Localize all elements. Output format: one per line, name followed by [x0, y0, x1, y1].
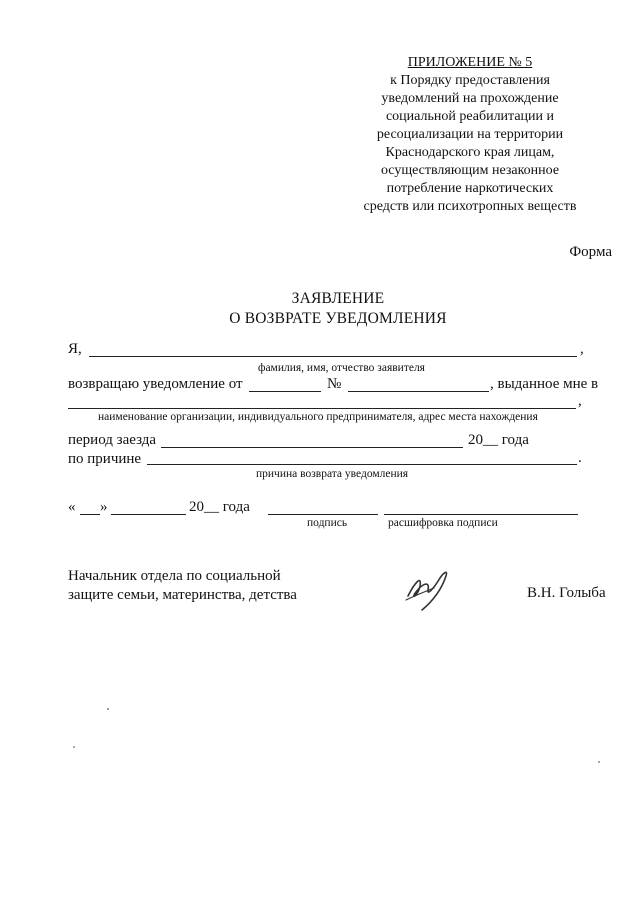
month-field[interactable]	[111, 514, 186, 515]
reason-label: по причине	[68, 451, 142, 467]
year-label: 20__ года	[468, 432, 529, 448]
position-line-1: Начальник отдела по социальной	[68, 568, 281, 584]
issued-label: , выданное мне в	[490, 376, 599, 392]
appendix-line: осуществляющим незаконное	[380, 163, 560, 178]
reason-field[interactable]	[147, 464, 577, 465]
appendix-line: средств или психотропных веществ	[363, 199, 577, 214]
organization-caption: наименование организации, индивидуального предпринимателя, адрес места нахождения	[98, 411, 538, 423]
appendix-line: социальной реабилитации и	[385, 109, 555, 124]
number-sign: №	[327, 376, 342, 392]
quote-open: «	[68, 499, 76, 515]
decode-caption: расшифровка подписи	[388, 517, 498, 529]
scan-speck	[73, 746, 75, 748]
scan-speck	[107, 708, 109, 710]
signature-caption: подпись	[307, 517, 348, 529]
ya-label: Я,	[68, 341, 82, 357]
day-field[interactable]	[80, 514, 100, 515]
period-mark: .	[578, 450, 582, 466]
appendix-line: к Порядку предоставления	[390, 73, 550, 88]
period-label: период заезда	[68, 432, 157, 448]
signer-name: В.Н. Голыба	[527, 585, 606, 601]
signature-stroke	[406, 588, 434, 600]
appendix-line: потребление наркотических	[386, 181, 554, 196]
appendix-block	[345, 54, 595, 216]
fio-caption: фамилия, имя, отчество заявителя	[258, 362, 425, 374]
document-title: ЗАЯВЛЕНИЕ	[291, 290, 385, 307]
form-label: Форма	[569, 244, 612, 260]
reason-caption: причина возврата уведомления	[256, 468, 409, 480]
handwritten-signature	[400, 566, 456, 614]
period-field[interactable]	[161, 447, 463, 448]
document-subtitle: О ВОЗВРАТЕ УВЕДОМЛЕНИЯ	[229, 310, 447, 327]
fio-field[interactable]	[89, 356, 577, 357]
organization-field[interactable]	[68, 408, 576, 409]
signature-field[interactable]	[268, 514, 378, 515]
appendix-line: Краснодарского края лицам,	[385, 145, 555, 160]
comma-mark: ,	[580, 341, 584, 357]
signature-decode-field[interactable]	[384, 514, 578, 515]
appendix-line: ПРИЛОЖЕНИЕ № 5	[407, 55, 533, 70]
notice-date-field[interactable]	[249, 391, 321, 392]
position-line-2: защите семьи, материнства, детства	[68, 587, 297, 603]
return-label: возвращаю уведомление от	[68, 376, 243, 392]
notice-number-field[interactable]	[348, 391, 489, 392]
scan-speck	[598, 761, 600, 763]
year-label-2: 20__ года	[189, 499, 250, 515]
comma-mark-2: ,	[578, 393, 582, 409]
appendix-line: ресоциализации на территории	[376, 127, 564, 142]
appendix-line: уведомлений на прохождение	[381, 91, 559, 106]
quote-close: »	[100, 499, 108, 515]
